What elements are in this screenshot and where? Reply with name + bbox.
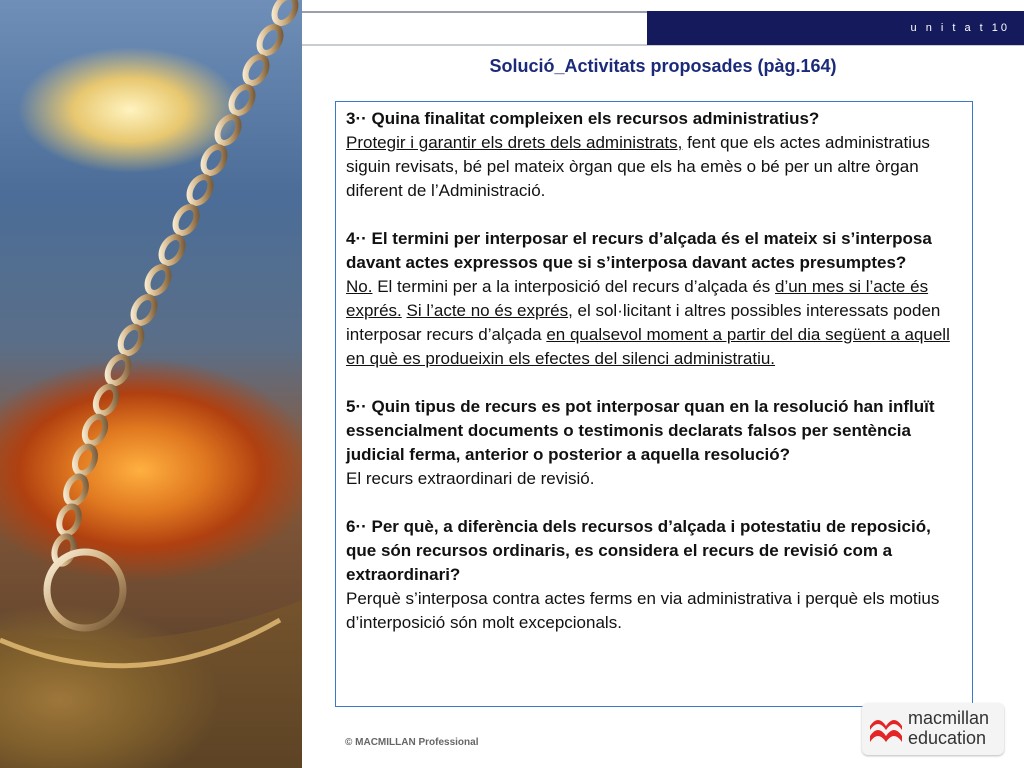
unit-bar [647,11,1024,45]
question-6: 6·· Per què, a diferència dels recursos d’alçada i potestatiu de reposició, que són recursos ordinaris, es considera el recurs de revisió com a extraordinari? [346,517,931,584]
logo-text-macmillan: macmillan [908,708,990,728]
question-5: 5·· Quin tipus de recurs es pot interposar quan en la resolució han influït essencialment documents o testimonis declarats falsos per sentència judicial ferma, anterior o posterior a aquella resolució? [346,397,935,464]
slide-title: Solució_Activitats proposades (pàg.164) [489,56,837,76]
question-4: 4·· El termini per interposar el recurs d’alçada és el mateix si s’interposa davant actes expressos que si s’interposa davant actes presumptes? [346,229,932,272]
answer-4-part5: Si l’acte no és exprés [406,301,569,320]
answer-4 [346,275,962,371]
unit-label: u n i t a t 10 [910,22,1010,34]
macmillan-logo-icon [868,712,906,746]
copyright: © MACMILLAN Professional [345,737,479,748]
answer-5: El recurs extraordinari de revisió. [346,469,595,488]
scales-photo [0,0,302,768]
answer-3 [346,131,962,203]
answer-6: Perquè s’interposa contra actes ferms en via administrativa i perquè els motius d’interposició són molt excepcionals. [346,589,940,632]
macmillan-education-logo [862,703,1004,755]
answer-4-part7: en qualsevol moment a partir del dia següent a aquell en què es produeixin els efectes del silenci administratiu. [346,325,950,368]
question-3: 3·· Quina finalitat compleixen els recursos administratius? [346,109,820,128]
chain-illustration [0,0,302,768]
answer-4-part6: , el sol·licitant i altres possibles interessats poden interposar recurs d’alçada [346,301,941,344]
answer-4-part1: No. [346,277,373,296]
answer-4-part3: d’un mes si l’acte és exprés. [346,277,929,320]
answer-4-part2: El termini per a la interposició del recurs d’alçada és [372,277,775,296]
logo-text-education: education [908,728,987,748]
answer-3-underlined: Protegir i garantir els drets dels administrats, [346,133,683,152]
answer-3-text: fent que els actes administratius siguin revisats, bé pel mateix òrgan que els ha emès o bé per un altre òrgan diferent de l’Administració. [346,133,930,200]
header-top-line [302,11,647,13]
answers-box [335,101,973,707]
